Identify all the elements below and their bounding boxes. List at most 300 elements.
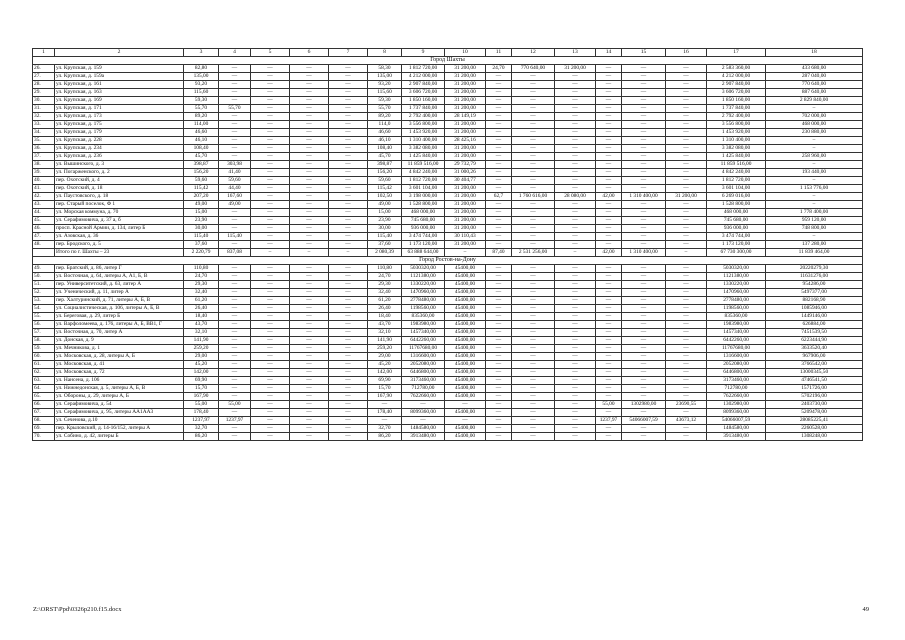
column-number-header: 13 <box>555 49 596 57</box>
table-cell: 178,40 <box>368 409 402 417</box>
table-cell: 87,40 <box>486 249 512 257</box>
table-cell: 60. <box>33 353 55 361</box>
table-cell: 37. <box>33 153 55 161</box>
table-cell: 24,70 <box>486 65 512 73</box>
table-cell: 44,40 <box>219 185 251 193</box>
table-cell: — <box>555 225 596 233</box>
table-row <box>33 177 863 185</box>
table-cell: — <box>666 273 707 281</box>
table-cell: 59,60 <box>219 177 251 185</box>
table-cell: — <box>329 305 368 313</box>
table-cell: — <box>512 353 555 361</box>
table-cell: — <box>251 233 290 241</box>
table-cell: — <box>666 217 707 225</box>
table-cell: 30,00 <box>368 225 402 233</box>
table-cell: — <box>290 417 329 425</box>
table-cell: — <box>486 433 512 441</box>
table-cell: — <box>512 385 555 393</box>
table-cell: 31 200,00 <box>666 193 707 201</box>
table-cell: 45400,00 <box>445 297 486 305</box>
table-cell: 39. <box>33 169 55 177</box>
table-cell: 55,00 <box>184 401 219 409</box>
table-cell: 1 528 800,00 <box>402 201 445 209</box>
table-cell: — <box>512 105 555 113</box>
table-cell: — <box>368 417 402 425</box>
table-cell: 31 200,00 <box>445 225 486 233</box>
table-cell: — <box>512 233 555 241</box>
column-number-header: 10 <box>445 49 486 57</box>
address-cell: ул. Восточная, д. 70, литер А <box>55 329 184 337</box>
column-number-header: 18 <box>766 49 863 57</box>
table-cell: 1 153 776,00 <box>766 185 863 193</box>
table-cell: 18,40 <box>184 313 219 321</box>
table-cell: — <box>445 401 486 409</box>
table-cell: — <box>486 153 512 161</box>
table-cell: — <box>251 425 290 433</box>
table-cell: — <box>512 377 555 385</box>
table-cell: — <box>219 377 251 385</box>
table-cell: — <box>622 281 666 289</box>
table-cell: 55,70 <box>184 105 219 113</box>
table-cell: 15,70 <box>368 385 402 393</box>
table-cell: — <box>622 345 666 353</box>
table-cell: 115,40 <box>219 233 251 241</box>
column-number-header: 14 <box>596 49 622 57</box>
table-cell: — <box>251 305 290 313</box>
table-cell: — <box>290 313 329 321</box>
table-cell: 36. <box>33 145 55 153</box>
table-cell: — <box>512 81 555 89</box>
table-cell: — <box>251 161 290 169</box>
table-cell: — <box>290 153 329 161</box>
table-cell: — <box>666 297 707 305</box>
table-cell: 3766542,00 <box>766 361 863 369</box>
table-cell: 31 200,00 <box>445 241 486 249</box>
table-cell: — <box>622 169 666 177</box>
table-row <box>33 361 863 369</box>
table-cell: 61. <box>33 361 55 369</box>
table-cell: — <box>555 137 596 145</box>
table-cell: 1330220,00 <box>707 281 766 289</box>
address-cell: ул. Восточная, д. 64, литеры А, А1, Б, В <box>55 273 184 281</box>
table-cell: 18,40 <box>368 313 402 321</box>
address-cell: ул. Крупская, д. 173 <box>55 113 184 121</box>
table-cell: 1 778 400,00 <box>766 209 863 217</box>
table-cell: 1308248,00 <box>766 433 863 441</box>
table-cell: — <box>622 361 666 369</box>
table-row <box>33 153 863 161</box>
table-row <box>33 129 863 137</box>
table-cell: 3 601 104,00 <box>707 185 766 193</box>
table-cell: — <box>329 65 368 73</box>
table-cell: — <box>622 265 666 273</box>
table-cell: 1085946,00 <box>766 305 863 313</box>
table-cell: — <box>329 329 368 337</box>
table-cell: — <box>666 265 707 273</box>
table-cell: 259,20 <box>184 345 219 353</box>
table-cell: – <box>766 145 863 153</box>
table-cell: 178,40 <box>184 409 219 417</box>
table-cell: 23690,55 <box>666 401 707 409</box>
table-cell: 5030320,00 <box>707 265 766 273</box>
table-cell: 11631276,00 <box>766 273 863 281</box>
address-cell: ул. Серафимовича, д. 37 а, б <box>55 217 184 225</box>
table-cell: — <box>596 321 622 329</box>
table-cell: 29,00 <box>368 353 402 361</box>
table-cell: — <box>290 169 329 177</box>
table-cell: 31 200,00 <box>445 193 486 201</box>
table-cell: — <box>219 273 251 281</box>
table-cell: 115,40 <box>184 233 219 241</box>
column-number-header: 12 <box>512 49 555 57</box>
table-cell: 55,70 <box>368 105 402 113</box>
table-cell: — <box>555 369 596 377</box>
table-cell: — <box>290 97 329 105</box>
table-cell: 3 606 720,00 <box>402 89 445 97</box>
table-cell: 31 200,00 <box>445 73 486 81</box>
table-cell: — <box>251 217 290 225</box>
table-cell: — <box>596 105 622 113</box>
table-cell: 43,70 <box>368 321 402 329</box>
table-cell: 936 000,00 <box>707 225 766 233</box>
table-cell: — <box>596 345 622 353</box>
address-cell: ул. Варфоломеева, д. 176, литеры А, Б, ВВ1, Г <box>55 321 184 329</box>
table-cell: 115,60 <box>184 89 219 97</box>
table-cell: 954286,00 <box>766 281 863 289</box>
table-cell: — <box>622 433 666 441</box>
table-cell: — <box>290 113 329 121</box>
table-cell: 45400,00 <box>445 385 486 393</box>
table-row <box>33 217 863 225</box>
table-cell: 3 474 744,00 <box>707 233 766 241</box>
table-cell: 26,40 <box>184 305 219 313</box>
table-cell: — <box>666 425 707 433</box>
table-cell: — <box>666 161 707 169</box>
table-cell: — <box>555 417 596 425</box>
table-cell: 27. <box>33 73 55 81</box>
column-number-header: 5 <box>251 49 290 57</box>
table-cell: — <box>251 297 290 305</box>
table-cell: 49,00 <box>219 201 251 209</box>
table-cell: 31 200,00 <box>445 121 486 129</box>
table-cell: 46,10 <box>184 137 219 145</box>
table-cell: 13000345,50 <box>766 369 863 377</box>
table-cell: — <box>251 337 290 345</box>
address-cell: ул. Московская, д. 41 <box>55 361 184 369</box>
address-cell: ул. Крупская, д. 171 <box>55 105 184 113</box>
table-cell: — <box>290 433 329 441</box>
table-cell: 110,80 <box>184 265 219 273</box>
table-cell: — <box>555 169 596 177</box>
table-cell: — <box>666 121 707 129</box>
table-cell: — <box>666 313 707 321</box>
table-cell: — <box>555 209 596 217</box>
table-cell: 2 531 256,00 <box>512 249 555 257</box>
table-cell: — <box>251 145 290 153</box>
table-cell: 6442260,00 <box>402 337 445 345</box>
table-cell: — <box>251 385 290 393</box>
table-cell: — <box>666 377 707 385</box>
table-cell: — <box>666 409 707 417</box>
table-cell: — <box>290 337 329 345</box>
table-cell: — <box>555 217 596 225</box>
column-number-header: 11 <box>486 49 512 57</box>
table-cell: 42,00 <box>596 249 622 257</box>
table-cell: — <box>555 153 596 161</box>
table-cell: 32,40 <box>368 289 402 297</box>
table-cell: 15,00 <box>184 209 219 217</box>
table-cell: 82,80 <box>184 65 219 73</box>
table-cell: 8099360,00 <box>707 409 766 417</box>
table-cell: — <box>329 97 368 105</box>
table-cell: — <box>555 281 596 289</box>
table-cell: 28 149,19 <box>445 113 486 121</box>
table-cell: — <box>596 201 622 209</box>
table-cell: — <box>329 201 368 209</box>
table-row <box>33 281 863 289</box>
table-cell: 3 198 000,00 <box>402 193 445 201</box>
table-cell: — <box>512 265 555 273</box>
table-cell: 43673,12 <box>666 417 707 425</box>
table-row <box>33 193 863 201</box>
table-cell: — <box>290 265 329 273</box>
table-cell: — <box>512 361 555 369</box>
table-cell: — <box>329 177 368 185</box>
table-cell: 55,00 <box>219 401 251 409</box>
table-cell: 115,42 <box>368 185 402 193</box>
table-row <box>33 329 863 337</box>
table-cell: — <box>290 73 329 81</box>
table-cell: 2 792 400,00 <box>707 113 766 121</box>
address-cell: ул. Азовская, д. 36 <box>55 233 184 241</box>
table-cell: — <box>596 385 622 393</box>
table-cell: — <box>219 65 251 73</box>
table-cell: — <box>486 353 512 361</box>
table-cell: — <box>251 97 290 105</box>
table-cell: 29,00 <box>184 353 219 361</box>
address-cell: ул. Нижнедонская, д. 5, литеры А, Б, В <box>55 385 184 393</box>
table-cell: 1 850 160,00 <box>707 97 766 105</box>
table-cell: — <box>486 393 512 401</box>
table-cell: — <box>329 113 368 121</box>
table-cell: 1 812 720,00 <box>707 177 766 185</box>
table-cell: — <box>512 129 555 137</box>
table-cell: — <box>251 273 290 281</box>
table-cell: — <box>486 425 512 433</box>
table-cell: 4 212 000,00 <box>402 73 445 81</box>
table-cell: 56. <box>33 321 55 329</box>
table-cell: — <box>555 81 596 89</box>
table-cell: — <box>251 121 290 129</box>
table-cell: — <box>555 113 596 121</box>
table-cell: 1237,97 <box>596 417 622 425</box>
table-row <box>33 137 863 145</box>
table-cell: — <box>512 401 555 409</box>
table-cell: 86,20 <box>368 433 402 441</box>
table-cell: — <box>555 185 596 193</box>
table-cell: — <box>329 345 368 353</box>
table-cell: — <box>251 177 290 185</box>
table-cell: — <box>290 129 329 137</box>
table-cell: 303,98 <box>219 161 251 169</box>
address-cell: ул. Серафимовича, д. 54 <box>55 401 184 409</box>
table-cell: — <box>596 225 622 233</box>
table-cell: 7451539,50 <box>766 329 863 337</box>
table-cell: 32,70 <box>184 425 219 433</box>
table-cell: 31 200,00 <box>555 65 596 73</box>
table-cell: — <box>596 217 622 225</box>
table-cell: — <box>596 209 622 217</box>
table-cell: — <box>486 113 512 121</box>
section-title-row <box>33 57 863 65</box>
table-cell: 45400,00 <box>445 281 486 289</box>
table-row <box>33 201 863 209</box>
table-cell: 135,00 <box>368 73 402 81</box>
table-cell: — <box>290 137 329 145</box>
table-cell: — <box>555 177 596 185</box>
table-cell: — <box>666 225 707 233</box>
table-cell: — <box>486 417 512 425</box>
table-cell: — <box>666 281 707 289</box>
table-cell: — <box>290 425 329 433</box>
table-row <box>33 233 863 241</box>
address-cell: пер. Охотский, д. 4 <box>55 177 184 185</box>
table-cell: — <box>329 401 368 409</box>
table-cell: — <box>219 153 251 161</box>
table-cell: — <box>251 281 290 289</box>
table-cell: — <box>329 81 368 89</box>
table-cell: 59,30 <box>184 97 219 105</box>
table-cell: — <box>596 129 622 137</box>
table-cell: 45400,00 <box>445 409 486 417</box>
table-row <box>33 169 863 177</box>
table-cell: 1316600,00 <box>402 353 445 361</box>
table-cell: — <box>251 129 290 137</box>
address-cell: пер. Охотский, д. 18 <box>55 185 184 193</box>
table-cell: — <box>486 217 512 225</box>
table-cell: 32,70 <box>368 425 402 433</box>
table-cell: — <box>290 241 329 249</box>
table-cell: — <box>251 433 290 441</box>
address-cell: ул. Крупская, д. 163 <box>55 89 184 97</box>
table-cell: — <box>666 89 707 97</box>
table-cell: — <box>555 129 596 137</box>
table-cell: 69. <box>33 425 55 433</box>
address-cell: ул. Мечникова, д. 1 <box>55 345 184 353</box>
table-cell: — <box>329 361 368 369</box>
table-row <box>33 369 863 377</box>
table-cell: 59. <box>33 345 55 353</box>
table-cell: — <box>329 153 368 161</box>
table-cell: 24,70 <box>368 273 402 281</box>
table-cell: — <box>290 321 329 329</box>
table-cell: — <box>512 161 555 169</box>
address-cell: ул. Крупская, д. 161 <box>55 81 184 89</box>
table-cell: — <box>290 201 329 209</box>
table-cell: 1484580,00 <box>707 425 766 433</box>
table-cell: — <box>512 321 555 329</box>
table-cell: 3 556 800,00 <box>707 121 766 129</box>
table-cell: 31 000,26 <box>445 169 486 177</box>
table-row <box>33 265 863 273</box>
table-cell: — <box>555 409 596 417</box>
table-row <box>33 185 863 193</box>
table-cell: — <box>290 401 329 409</box>
table-cell: — <box>666 289 707 297</box>
table-cell: — <box>290 105 329 113</box>
address-cell: ул. Погарженского, д. 2 <box>55 169 184 177</box>
table-cell: 1 310 400,00 <box>402 137 445 145</box>
table-cell: – <box>766 137 863 145</box>
table-cell: — <box>329 105 368 113</box>
table-cell: 31 200,00 <box>445 105 486 113</box>
table-cell: — <box>290 185 329 193</box>
table-cell: 89,20 <box>184 113 219 121</box>
table-cell: — <box>596 289 622 297</box>
table-cell: — <box>219 297 251 305</box>
table-cell: — <box>666 177 707 185</box>
table-cell: — <box>555 105 596 113</box>
table-cell: — <box>596 89 622 97</box>
table-row <box>33 321 863 329</box>
table-cell: — <box>596 329 622 337</box>
table-cell: 43. <box>33 201 55 209</box>
table-cell: — <box>555 241 596 249</box>
table-cell: — <box>251 417 290 425</box>
table-cell: 55. <box>33 313 55 321</box>
table-cell: — <box>486 345 512 353</box>
table-cell: 1 310 400,00 <box>707 137 766 145</box>
table-cell: — <box>486 369 512 377</box>
table-cell: 1 425 840,00 <box>402 153 445 161</box>
table-cell: 114,00 <box>184 121 219 129</box>
table-cell: 41. <box>33 185 55 193</box>
table-cell: 20220279,30 <box>766 265 863 273</box>
table-cell: — <box>512 209 555 217</box>
table-cell: 167,90 <box>184 393 219 401</box>
table-cell: — <box>486 273 512 281</box>
page-number: 49 <box>862 606 869 613</box>
table-cell: 70. <box>33 433 55 441</box>
table-cell: — <box>290 297 329 305</box>
table-cell: 30,00 <box>184 225 219 233</box>
table-cell: 3173460,00 <box>402 377 445 385</box>
footer-file-path: Z:\ORST\Ppd\0326p210.f15.docx <box>33 606 122 613</box>
table-cell: 45400,00 <box>445 353 486 361</box>
table-cell: 936 000,00 <box>402 225 445 233</box>
table-cell: — <box>666 73 707 81</box>
table-cell: 115,40 <box>368 233 402 241</box>
table-cell: 135,00 <box>184 73 219 81</box>
table-cell: 31 200,00 <box>445 89 486 97</box>
table-row <box>33 377 863 385</box>
table-cell: — <box>290 273 329 281</box>
table-cell: — <box>666 345 707 353</box>
table-cell: — <box>486 289 512 297</box>
table-cell: 28 080,00 <box>555 193 596 201</box>
table-cell: — <box>666 153 707 161</box>
table-cell: 108,40 <box>184 145 219 153</box>
table-cell: 11 839 464,00 <box>766 249 863 257</box>
table-cell: — <box>512 97 555 105</box>
table-cell: 6442260,00 <box>707 337 766 345</box>
table-cell: — <box>622 425 666 433</box>
table-cell: — <box>512 313 555 321</box>
table-cell: — <box>555 265 596 273</box>
table-cell: 46,60 <box>184 129 219 137</box>
table-row <box>33 161 863 169</box>
table-cell: 37,60 <box>184 241 219 249</box>
